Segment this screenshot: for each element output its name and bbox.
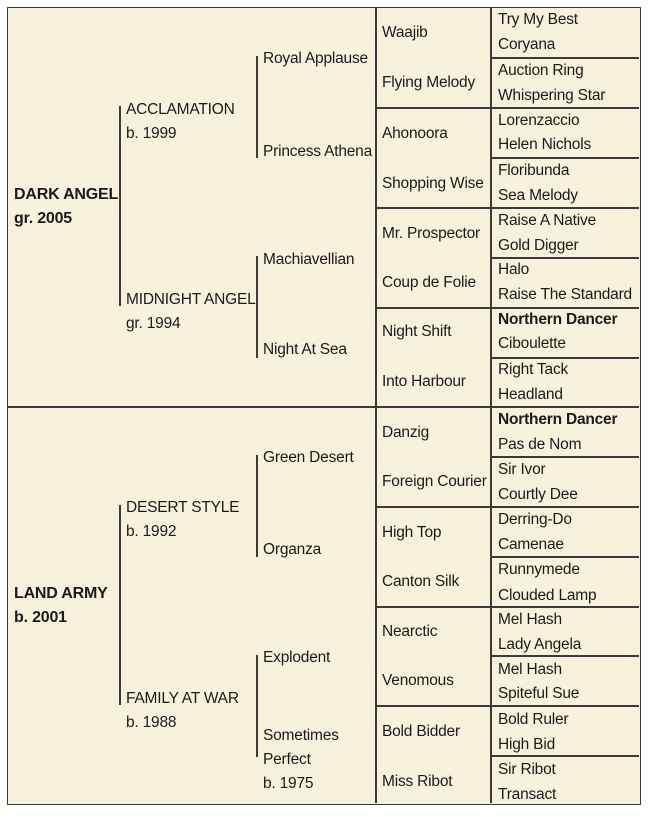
bracket-gen2 [119,106,121,306]
pedigree-table [7,7,641,805]
gen5-name: Mel Hash [498,661,562,678]
gen3-entry [263,724,339,796]
horse-info: b. 1999 [126,125,177,142]
bracket-gen3 [256,655,258,757]
gen5-name: Runnymede [498,561,580,578]
gen5-name: High Bid [498,736,555,753]
bracket-gen3 [256,56,258,158]
subject-dam [14,582,108,630]
bracket-gen3 [256,256,258,358]
gen4-name: Nearctic [382,623,438,640]
horse-info: b. 1992 [126,523,177,540]
horse-name: DESERT STYLE [126,499,240,516]
gen5-name: Pas de Nom [498,436,582,453]
gen4-name: Canton Silk [382,573,460,590]
horse-info: b. 1975 [263,775,314,792]
gen4-name: Shopping Wise [382,175,484,192]
gen5-name: Sir Ivor [498,461,546,478]
gen3-name: Explodent [263,649,331,666]
gen2-entry [126,496,239,544]
horse-name: FAMILY AT WAR [126,690,239,707]
col-divider-gen4 [375,8,377,803]
gen5-name: Headland [498,386,563,403]
horse-name: DARK ANGEL [14,186,119,203]
horse-info: b. 1988 [126,714,177,731]
gen3-name: Machiavellian [263,251,355,268]
gen5-name: Bold Ruler [498,711,569,728]
subject-sire [14,183,118,231]
gen2-entry [126,288,256,336]
gen5-name: Sir Ribot [498,761,556,778]
gen5-name: Spiteful Sue [498,685,580,702]
gen5-name-highlighted: Northern Dancer [498,411,618,428]
gen4-name: Night Shift [382,323,452,340]
horse-name: MIDNIGHT ANGEL [126,291,256,308]
gen5-name: Auction Ring [498,62,584,79]
gen3-name: Princess Athena [263,143,373,160]
horse-info: b. 2001 [14,609,67,626]
gen3-name: Royal Applause [263,50,368,67]
gen5-name: Lorenzaccio [498,112,580,129]
gen4-name: Flying Melody [382,74,476,91]
horse-name: LAND ARMY [14,585,108,602]
gen5-name: Halo [498,261,530,278]
gen5-name: Try My Best [498,11,578,28]
gen2-entry [126,98,235,146]
gen4-name: Foreign Courier [382,473,487,490]
gen4-name: Mr. Prospector [382,225,480,242]
gen5-name: Courtly Dee [498,486,578,503]
gen4-name: Miss Ribot [382,773,453,790]
gen5-name: Coryana [498,36,556,53]
gen2-entry [126,687,239,735]
gen5-name: Floribunda [498,162,570,179]
gen4-name: High Top [382,524,442,541]
gen5-name: Lady Angela [498,636,582,653]
horse-name: ACCLAMATION [126,101,235,118]
gen4-name: Waajib [382,24,428,41]
gen5-name: Ciboulette [498,335,566,352]
gen4-name: Ahonoora [382,125,448,142]
horse-info: gr. 2005 [14,210,73,227]
gen3-name: Organza [263,541,322,558]
col-divider-gen5 [490,8,492,803]
horse-info: gr. 1994 [126,315,181,332]
horse-name: Sometimes [263,727,339,744]
gen4-name: Into Harbour [382,373,466,390]
gen4-name: Coup de Folie [382,274,476,291]
gen4-name: Danzig [382,424,430,441]
bracket-gen3 [256,455,258,557]
gen3-name: Green Desert [263,449,354,466]
gen5-name: Raise The Standard [498,286,632,303]
horse-name: Perfect [263,751,311,768]
gen5-name: Camenae [498,536,564,553]
gen5-name: Clouded Lamp [498,587,597,604]
gen5-name: Right Tack [498,361,569,378]
gen5-name: Transact [498,786,557,803]
bracket-gen2 [119,505,121,705]
gen5-name: Gold Digger [498,237,579,254]
gen5-name: Derring-Do [498,511,572,528]
gen4-name: Venomous [382,672,454,689]
gen5-name: Sea Melody [498,187,578,204]
gen3-name: Night At Sea [263,341,347,358]
gen5-name: Raise A Native [498,212,597,229]
gen4-name: Bold Bidder [382,723,460,740]
gen5-name-highlighted: Northern Dancer [498,311,618,328]
gen5-name: Helen Nichols [498,136,592,153]
gen5-name: Whispering Star [498,87,606,104]
gen5-name: Mel Hash [498,611,562,628]
